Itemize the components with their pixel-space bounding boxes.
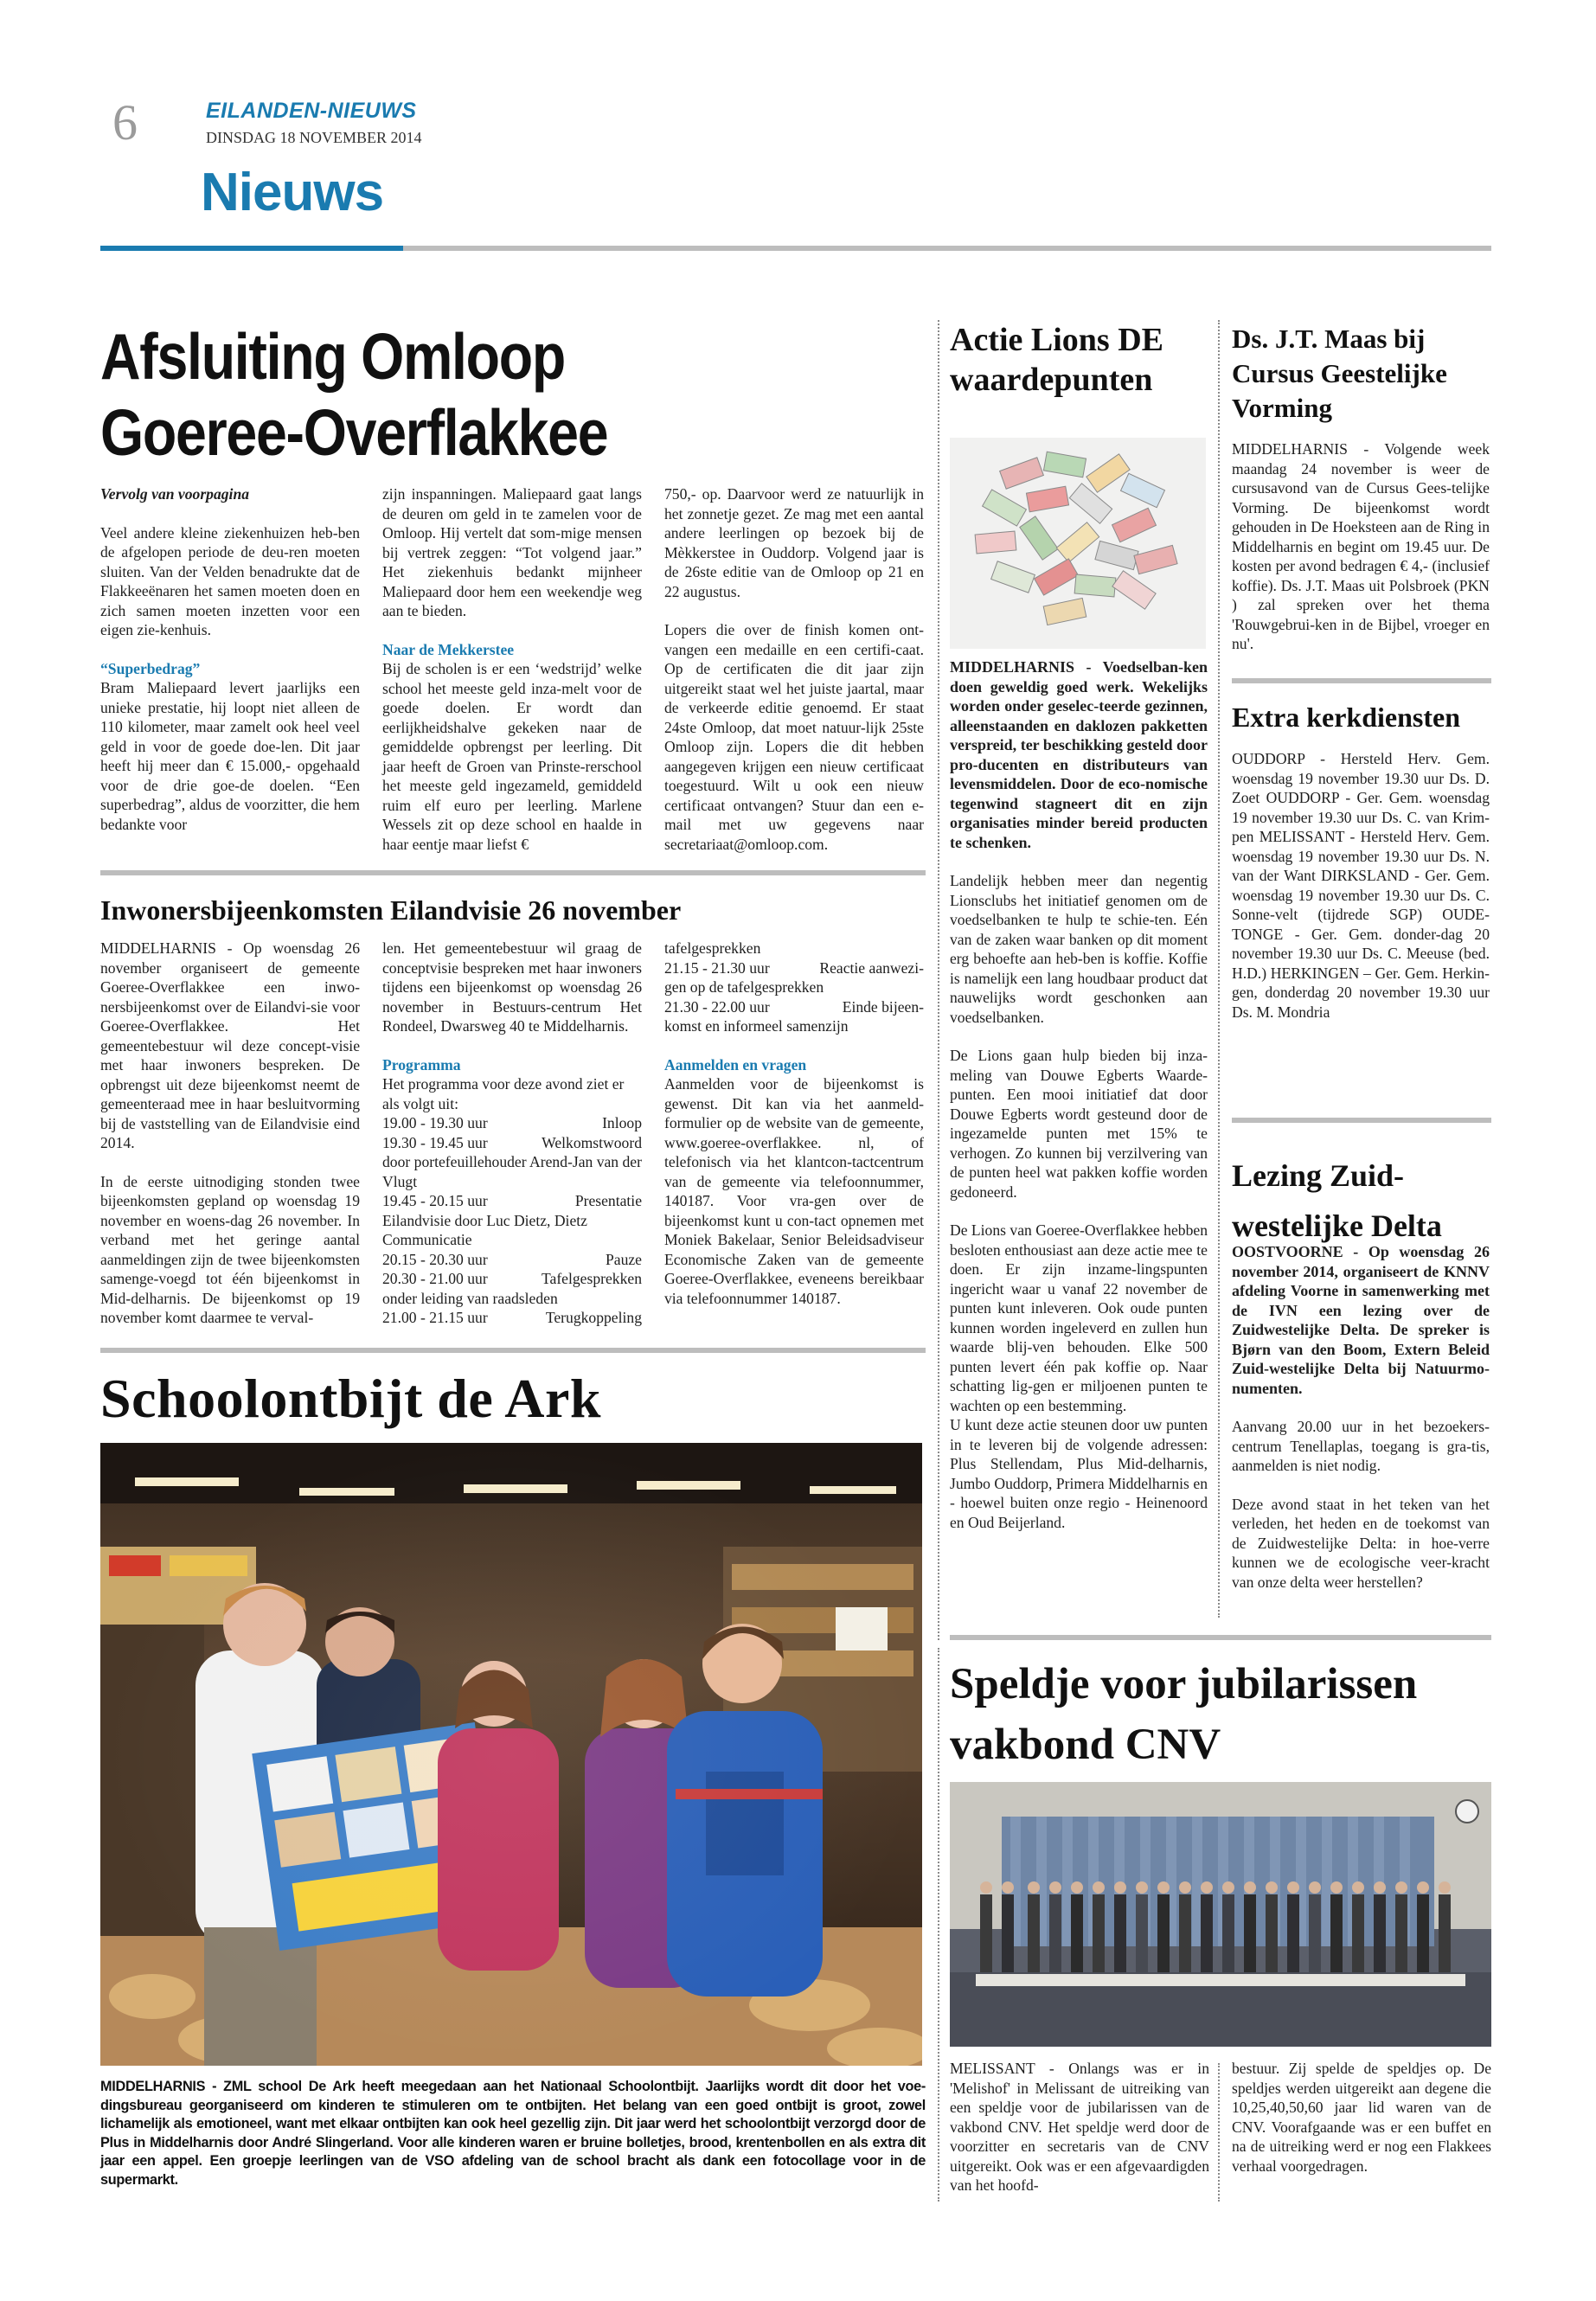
column-divider-3 <box>1218 2063 1220 2202</box>
afsluiting-col3-p1: 750,- op. Daarvoor werd ze natuurlijk in het zonnetje gezet. Ze mag met een aantal andere leerlingen op bezoek bij de Mèkkerstee in Ouddorp. Volgend jaar is de 26ste editie van de Omloop op 21 en 22 augustus. <box>664 485 924 600</box>
inwoners-col3-p: Aanmelden voor de bijeenkomst is gewenst. Dit kan via het aanmeld-formulier op de website van de gemeente, www.goeree-overflakkee. nl, of telefonisch via het klantcon-tactcentrum van de gemeente via telefoonnummer, 140187. Voor vra-gen over de bijeenkomst kunt u con-tact opnemen met Moniek Bakelaar, Senior Beleidsadviseur Economische Zaken van de gemeente Goeree-Overflakkee, eveneens bereikbaar via telefoonnummer 140187. <box>664 1075 924 1307</box>
afsluiting-headline-line2: Goeree-Overflakkee <box>100 396 608 469</box>
maas-text: MIDDELHARNIS - Volgende week maandag 24 november is weer de cursusavond van de Cursus Gees-telijke Vorming. De bijeenkomst wordt gehouden in De Hoeksteen aan de Ring in Middelharnis en begint om 19.45 uur. De kosten per avond bedragen € 4,- (inclusief koffie). Ds. J.T. Maas uit Polsbroek (PKN ) zal spreken over het thema 'Rouwgebrui-ken in de Bijbel, vroeger en nu'. <box>1232 440 1490 652</box>
inwoners-headline: Inwonersbijeenkomsten Eilandvisie 26 november <box>100 894 682 926</box>
school-caption: MIDDELHARNIS - ZML school De Ark heeft meegedaan aan het Nationaal Schoolontbijt. Jaarlijks wordt dit door het voe-dingsbureau georganiseerd om kinderen te stimuleren om te ontbijten. Het belang van een goed ontbijt is groot, zowel lichamelijk als emotioneel, want met elkaar ontbijten kan ook heel gezellig zijn. Dit jaar werd het schoolontbijt verzorgd door de Plus in Middelharnis door André Slingerland. Voor alle kinderen waren er bruine bolletjes, brood, krentenbollen en als extra dit jaar een appel. Een groepje leerlingen van de VSO afdeling van de school bracht als dank een fotocollage voor in de supermarkt. <box>100 2079 926 2188</box>
speldje-top-rule <box>950 1635 1491 1640</box>
maas-headline: Ds. J.T. Maas bij Cursus Geestelijke Vorming <box>1232 324 1447 423</box>
schedule-item: 20.30 - 21.00 uur Tafelgesprekken onder leiding van raadsleden <box>382 1270 642 1307</box>
schedule-item: 20.15 - 20.30 uur Pauze <box>382 1250 642 1268</box>
afsluiting-col1-p1: Veel andere kleine ziekenhuizen heb-ben de afgelopen periode de deu-ren moeten sluiten. Van der Velden benadrukte dat de Flakkeeënaren het samen moeten doen en zich samen moeten inzetten voor een eigen zie-kenhuis. <box>100 523 360 638</box>
afsluiting-bottom-rule <box>100 870 926 875</box>
lezing-lead: OOSTVOORNE - Op woensdag 26 november 2014, organiseert de KNNV afdeling Voorne in samenwerking met de IVN een lezing over de Zuidwestelijke Delta. De spreker is Bjørn van den Boom, Extern Beleid Zuid-westelijke Delta bij Natuurmo-numenten. <box>1232 1243 1490 1397</box>
afsluiting-subhead-superbedrag: “Superbedrag” <box>100 659 201 677</box>
schedule-item: 19.00 - 19.30 uur Inloop <box>382 1114 642 1131</box>
lions-photo <box>950 438 1206 649</box>
lions-p2: De Lions gaan hulp bieden bij inza-meling van Douwe Egberts Waarde-punten. Een mooi initiatief dat door Douwe Egberts wordt gesteund door de ingezamelde punten met 15% te verhogen. Zo kunnen bij verzilvering van de punten heel wat pakken koffie worden gedoneerd. <box>950 1047 1208 1201</box>
speldje-col-2: bestuur. Zij spelde de speldjes op. De speldjes werden uitgereikt aan degene die 10,25,40,50,60 jaar lid waren van de CNV. Voorafgaande was er een buffet en na de uitreiking werd er nog een Flakkees verhaal voorgedragen. <box>1232 2060 1491 2175</box>
schedule-item: 21.00 - 21.15 uur Terugkoppeling <box>382 1309 642 1326</box>
lezing-p1: Aanvang 20.00 uur in het bezoekers-centrum Tenellaplas, toegang is gra-tis, aanmelden is niet nodig. <box>1232 1418 1490 1474</box>
inwoners-bottom-rule <box>100 1348 926 1353</box>
lions-lead: MIDDELHARNIS - Voedselban-ken doen geweldig goed werk. Wekelijks worden onder geselec-teerde gezinnen, alleenstaanden en daklozen pakketten verspreid, ter beschikking gesteld door pro-ducenten en distributeurs van levensmiddelen. Door de eco-nomische tegenwind stagneert dit en zijn organisaties minder bereid producten te schenken. <box>950 658 1208 851</box>
schedule-item: 19.45 - 20.15 uur Presentatie Eilandvisie door Luc Dietz, Dietz Communicatie <box>382 1192 642 1248</box>
inwoners-col-1 <box>100 939 360 1328</box>
header-rule-blue <box>100 246 403 251</box>
kerk-bottom-rule <box>1232 1118 1491 1123</box>
school-photo <box>100 1443 922 2066</box>
lezing-headline: Lezing Zuid-westelijke Delta <box>1232 1158 1442 1243</box>
lezing-p2: Deze avond staat in het teken van het verleden, het heden en de toekomst van de Zuidwestelijke Delta: in hoe-verre kunnen we de ecologische veer-kracht van onze delta weer herstellen? <box>1232 1495 1490 1591</box>
inwoners-schedule <box>382 1113 642 1328</box>
afsluiting-headline <box>100 318 815 471</box>
kerk-text: OUDDORP - Hersteld Herv. Gem. woensdag 19 november 19.30 uur Ds. D. Zoet OUDDORP - Ger. Gem. woensdag 19 november 19.30 uur Ds. C. van Krim-pen MELISSANT - Hersteld Herv. Gem. woensdag 19 november 19.30 uur Ds. N. van der Want DIRKSLAND - Ger. Gem. woensdag 19 november 19.30 uur Ds. C. Sonne-velt (tijdrede SGP) OUDE-TONGE - Ger. Gem. donder-dag 20 november 19.30 uur Ds. C. Meeuse (bed. H.D.) HERKINGEN – Ger. Gem. Herkin-gen, donderdag 20 november 19.30 uur Ds. M. Mondria <box>1232 750 1490 1021</box>
lions-p4: U kunt deze actie steunen door uw punten in te leveren bij de volgende adressen: Plus Stellendam, Plus Mid-delharnis, Jumbo Ouddorp, Primera Middelharnis en - hoewel buiten onze regio - Heinenoord en Oud Beijerland. <box>950 1416 1208 1531</box>
inwoners-subhead-programma: Programma <box>382 1055 461 1074</box>
afsluiting-kicker: Vervolg van voorpagina <box>100 485 250 503</box>
inwoners-col1-p2: In de eerste uitnodiging stonden twee bijeenkomsten gepland op woensdag 19 november en woens-dag 26 november. In verband met het geringe aantal aanmeldingen zijn de twee bijeenkomsten samenge-voegd tot één bijeenkomst in Mid-delharnis. De bijeenkomst op 19 november komt daarmee te verval- <box>100 1172 360 1326</box>
inwoners-col-2 <box>382 939 642 1328</box>
inwoners-col1-p1: MIDDELHARNIS - Op woensdag 26 november organiseert de gemeente Goeree-Overflakkee een inwo-nersbijeenkomst over de Eilandvi-sie voor Goeree-Overflakkee. Het gemeentebestuur wil deze concept-visie met haar inwoners bespreken. De opbrengst uit deze bijeenkomst neemt de gemeenteraad mee in haar besluitvorming bij de vaststelling van de Eilandvisie eind 2014. <box>100 939 360 1151</box>
inwoners-col2-p1: len. Het gemeentebestuur wil graag de conceptvisie bespreken met haar inwoners tijdens een bijeenkomst op woensdag 26 november in Bestuurs-centrum Het Rondeel, Dwarsweg 40 te Middelharnis. <box>382 939 642 1035</box>
inwoners-subhead-aanmelden: Aanmelden en vragen <box>664 1055 807 1074</box>
lions-headline: Actie Lions DE waardepunten <box>950 322 1163 398</box>
lezing-text <box>1232 1242 1490 1592</box>
lions-text <box>950 657 1208 1532</box>
afsluiting-col-1 <box>100 484 360 834</box>
kerk-headline: Extra kerkdiensten <box>1232 702 1460 733</box>
speldje-col-1: MELISSANT - Onlangs was er in 'Melishof' in Melissant de uitreiking van een speldje voor de jubilarissen van de vakbond CNV. Het speldje werd door de voorzitter en secretaris van de CNV uitgereikt. Ook was er een afgevaardigden van het hoofd- <box>950 2060 1209 2194</box>
inwoners-programma-intro: Het programma voor deze avond ziet er als volgt uit: <box>382 1075 625 1112</box>
header-rule-grey <box>403 246 1491 251</box>
speldje-headline-line2: vakbond CNV <box>950 1721 1221 1769</box>
afsluiting-col-3 <box>664 484 924 854</box>
section-title: Nieuws <box>201 163 384 222</box>
column-divider-1 <box>938 320 939 1640</box>
schedule-item: 19.30 - 19.45 uur Welkomstwoord door portefeuillehouder Arend-Jan van der Vlugt <box>382 1133 642 1190</box>
afsluiting-col3-p2: Lopers die over de finish komen ont-vangen een medaille en een certifi-caat. Op de certificaten die dit jaar zijn uitgereikt staat wel het juiste jaartal, maar de verkeerde editie genoemd. Er staat 24ste Omloop, dat moet natuur-lijk 25ste Omloop zijn. Lopers die dit hebben aangegeven krijgen een nieuw certificaat toegestuurd. Wilt u ook een nieuw certificaat ontvangen? Stuur dan een e-mail met uw gegevens naar secretariaat@omloop.com. <box>664 621 924 853</box>
afsluiting-headline-line1: Afsluiting Omloop <box>100 320 566 393</box>
masthead-logo: EILANDEN-NIEUWS <box>206 99 417 123</box>
afsluiting-col-2 <box>382 484 642 854</box>
school-headline: Schoolontbijt de Ark <box>100 1368 601 1429</box>
page-number: 6 <box>112 94 138 151</box>
afsluiting-col1-p2: Bram Maliepaard levert jaarlijks een unieke prestatie, hij loopt niet alleen de 110 kilometer, maar zamelt ook heel veel geld in voor de goede doe-len. Dit jaar heeft hij meer dan € 15.000,- opgehaald voor de drie goe-de doelen. “Een superbedrag”, aldus de voorzitter, die hem bedankte voor <box>100 679 360 833</box>
afsluiting-col2-p1: zijn inspanningen. Maliepaard gaat langs de deuren om geld in te zamelen voor de Omloop. Hij vertelt dat som-mige mensen bij vertrek zeggen: “Tot volgend jaar.” Het ziekenhuis bedankt mijnheer Maliepaard door hem een weekendje weg aan te bieden. <box>382 485 642 619</box>
column-divider-bottom-1 <box>938 1648 939 2202</box>
maas-bottom-rule <box>1232 678 1491 683</box>
column-divider-2 <box>1218 320 1220 1618</box>
issue-date: DINSDAG 18 NOVEMBER 2014 <box>206 129 422 146</box>
lions-p1: Landelijk hebben meer dan negentig Lionsclubs het initiatief genomen om de voedselbanken te hulp te schie-ten. Eén van de zaken waar banken op dit moment erg behoefte aan heb-ben is koffie. Koffie is namelijk een lang houdbaar product dat nauwelijks wordt geschonken aan voedselbanken. <box>950 872 1208 1026</box>
afsluiting-col2-p2: Bij de scholen is er een ‘wedstrijd’ welke school het meeste geld inza-melt voor de goede doelen. Er wordt dan eerlijkheidshalve gekeken naar de gemiddelde opbrengst per leerling. Dit jaar heeft de Groen van Prinste-rerschool het meeste geld ingezameld, gemiddeld ruim elf euro per leerling. Marlene Wessels zit op deze school en haalde in haar eentje maar liefst € <box>382 660 642 853</box>
speldje-headline-line1: Speldje voor jubilarissen <box>950 1660 1418 1708</box>
inwoners-col3-top: tafelgesprekken <box>664 939 761 957</box>
afsluiting-subhead-mekkerstee: Naar de Mekkerstee <box>382 640 515 658</box>
inwoners-col-3: tafelgesprekken 21.15 - 21.30 uur Reactie aanwezi- gen op de tafelgesprekken 21.30 - 22.00 uur Einde bijeen- komst en informeel samenzijn Aanmelden en vragen Aanmelden voor de bijeenkomst is gewenst. Dit kan via het aanmeld-formulier op de website van de gemeente, www.goeree-overflakkee. nl, of telefonisch via het klantcon-tactcentrum van de gemeente via telefoonnummer, 140187. Voor vra-gen over de bijeenkomst kunt u con-tact opnemen met Moniek Bakelaar, Senior Beleidsadviseur Economische Zaken van de gemeente Goeree-Overflakkee, eveneens bereikbaar via telefoonnummer 140187. <box>664 939 924 1307</box>
lions-p3: De Lions van Goeree-Overflakkee hebben besloten enthousiast aan deze actie mee te doen. Er zijn inzame-lingspunten ingericht waar u vanaf 22 november de punten kunt inleveren. Ook oude punten kunnen worden ingeleverd en zullen hun waarde blij-ven behouden. Elke 500 punten levert één pak koffie op. Naar schatting lig-gen er miljoenen punten te wachten op een bestemming. <box>950 1221 1208 1414</box>
speldje-photo <box>950 1782 1491 2047</box>
speldje-headline <box>950 1654 1491 1775</box>
